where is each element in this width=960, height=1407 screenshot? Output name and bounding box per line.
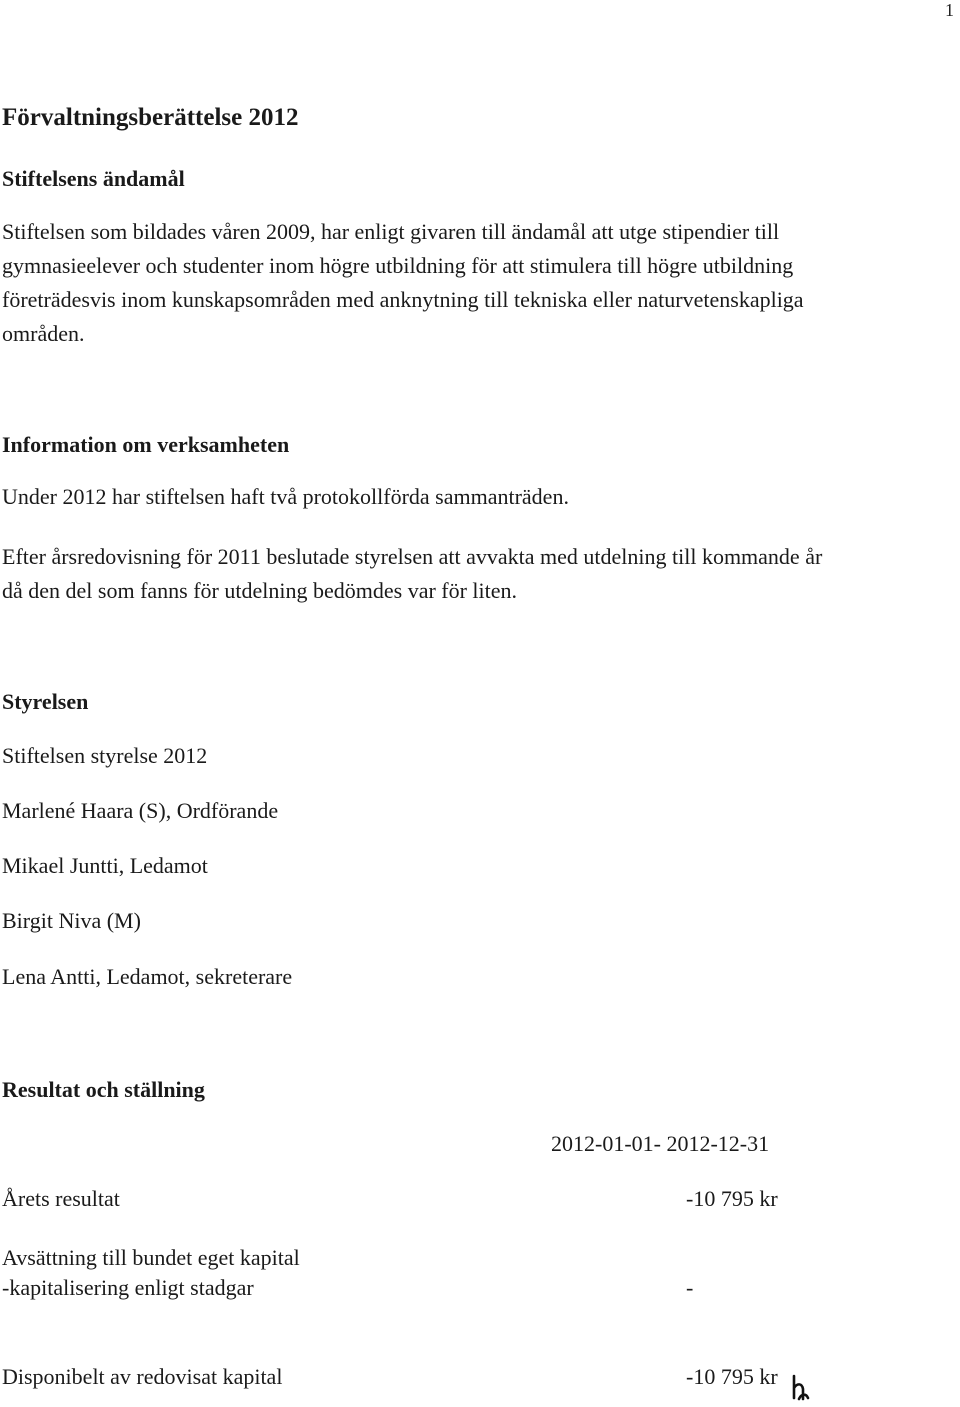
result-value-allocation: - xyxy=(686,1275,694,1300)
purpose-paragraph xyxy=(2,215,952,351)
board-member: Birgit Niva (M) xyxy=(2,908,141,933)
board-member: Marlené Haara (S), Ordförande xyxy=(2,798,279,823)
decision-line: Efter årsredovisning för 2011 beslutade styrelsen att avvakta med utdelning till kommande år xyxy=(2,544,823,569)
decision-paragraph xyxy=(2,540,952,608)
section-heading-purpose: Stiftelsens ändamål xyxy=(2,166,185,191)
result-label-allocation-sub: -kapitalisering enligt stadgar xyxy=(2,1275,254,1300)
section-heading-activity: Information om verksamheten xyxy=(2,432,290,457)
result-label-allocation: Avsättning till bundet eget kapital xyxy=(2,1245,300,1270)
section-heading-board: Styrelsen xyxy=(2,689,89,714)
results-period-header: 2012-01-01- 2012-12-31 xyxy=(551,1131,770,1156)
meetings-text: Under 2012 har stiftelsen haft två protokollförda sammanträden. xyxy=(2,484,569,509)
document-title: Förvaltningsberättelse 2012 xyxy=(2,104,299,131)
page-number: 1 xyxy=(945,0,954,20)
board-subtitle: Stiftelsen styrelse 2012 xyxy=(2,743,208,768)
purpose-line: företrädesvis inom kunskapsområden med anknytning till tekniska eller naturvetenskapliga xyxy=(2,287,804,312)
board-member: Lena Antti, Ledamot, sekreterare xyxy=(2,964,293,989)
result-value-annual: -10 795 kr xyxy=(686,1186,778,1211)
section-heading-results: Resultat och ställning xyxy=(2,1077,205,1102)
purpose-line: Stiftelsen som bildades våren 2009, har enligt givaren till ändamål att utge stipendier till xyxy=(2,219,780,244)
result-value-disposable: -10 795 kr xyxy=(686,1364,778,1389)
board-member: Mikael Juntti, Ledamot xyxy=(2,853,208,878)
result-label-annual: Årets resultat xyxy=(2,1186,120,1211)
handwritten-initials-icon xyxy=(788,1372,814,1402)
result-label-disposable: Disponibelt av redovisat kapital xyxy=(2,1364,283,1389)
purpose-line: gymnasieelever och studenter inom högre utbildning för att stimulera till högre utbildning xyxy=(2,253,794,278)
decision-line: då den del som fanns för utdelning bedömdes var för liten. xyxy=(2,578,518,603)
purpose-line: områden. xyxy=(2,321,85,346)
